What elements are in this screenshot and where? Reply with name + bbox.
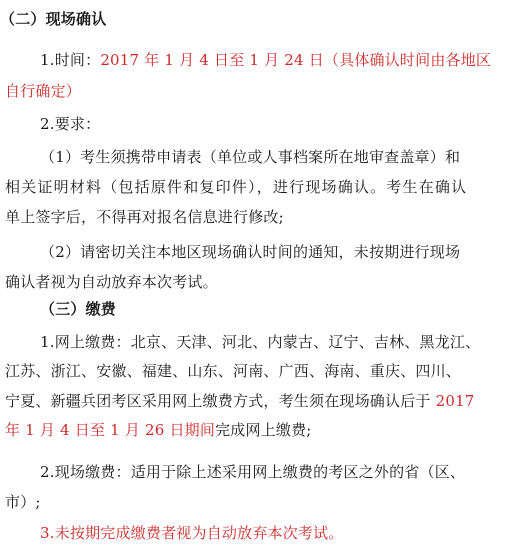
time-line-1: [40, 45, 531, 75]
online-payment-year: 2017: [435, 392, 475, 410]
time-label: 1.时间：: [40, 51, 101, 69]
requirements-label: 2.要求：: [40, 115, 101, 133]
online-payment-line-2: 江苏、浙江、安徽、福建、山东、河南、广西、海南、重庆、四川、: [5, 362, 462, 380]
requirement-1-line-1: （1）考生须携带申请表（单位或人事档案所在地审查盖章）和: [40, 148, 461, 166]
online-payment-line-4-text: 完成网上缴费;: [215, 421, 312, 439]
requirement-2-line-2: 确认者视为自动放弃本次考试。: [5, 273, 218, 291]
section-heading-payment: （三）缴费: [40, 300, 117, 318]
requirement-1-line-2: 相关证明材料（包括原件和复印件），进行现场确认。考生在确认: [5, 178, 468, 196]
online-payment-line-4: [5, 415, 531, 445]
requirement-1-line-3: 单上签字后，不得再对报名信息进行修改;: [5, 208, 284, 226]
onsite-payment-line-2: 市）;: [5, 493, 41, 511]
payment-deadline-notice: 3.未按期完成缴费者视为自动放弃本次考试。: [40, 524, 344, 542]
time-value-1: 2017 年 1 月 4 日至 1 月 24 日（具体确认时间由各地区: [100, 51, 492, 69]
online-payment-line-1: 1.网上缴费：北京、天津、河北、内蒙古、辽宁、吉林、黑龙江、: [40, 333, 481, 351]
online-payment-line-3-text: 宁夏、新疆兵团考区采用网上缴费方式，考生须在现场确认后于: [5, 392, 431, 410]
section-heading-confirm: （二）现场确认: [0, 10, 107, 28]
online-payment-period: 年 1 月 4 日至 1 月 26 日期间: [5, 421, 216, 439]
online-payment-line-3: [5, 386, 531, 416]
requirement-2-line-1: （2）请密切关注本地区现场确认时间的通知，未按期进行现场: [40, 243, 461, 261]
time-line-2: 自行确定）: [5, 82, 82, 100]
onsite-payment-line-1: 2.现场缴费：适用于除上述采用网上缴费的考区之外的省（区、: [40, 463, 466, 481]
